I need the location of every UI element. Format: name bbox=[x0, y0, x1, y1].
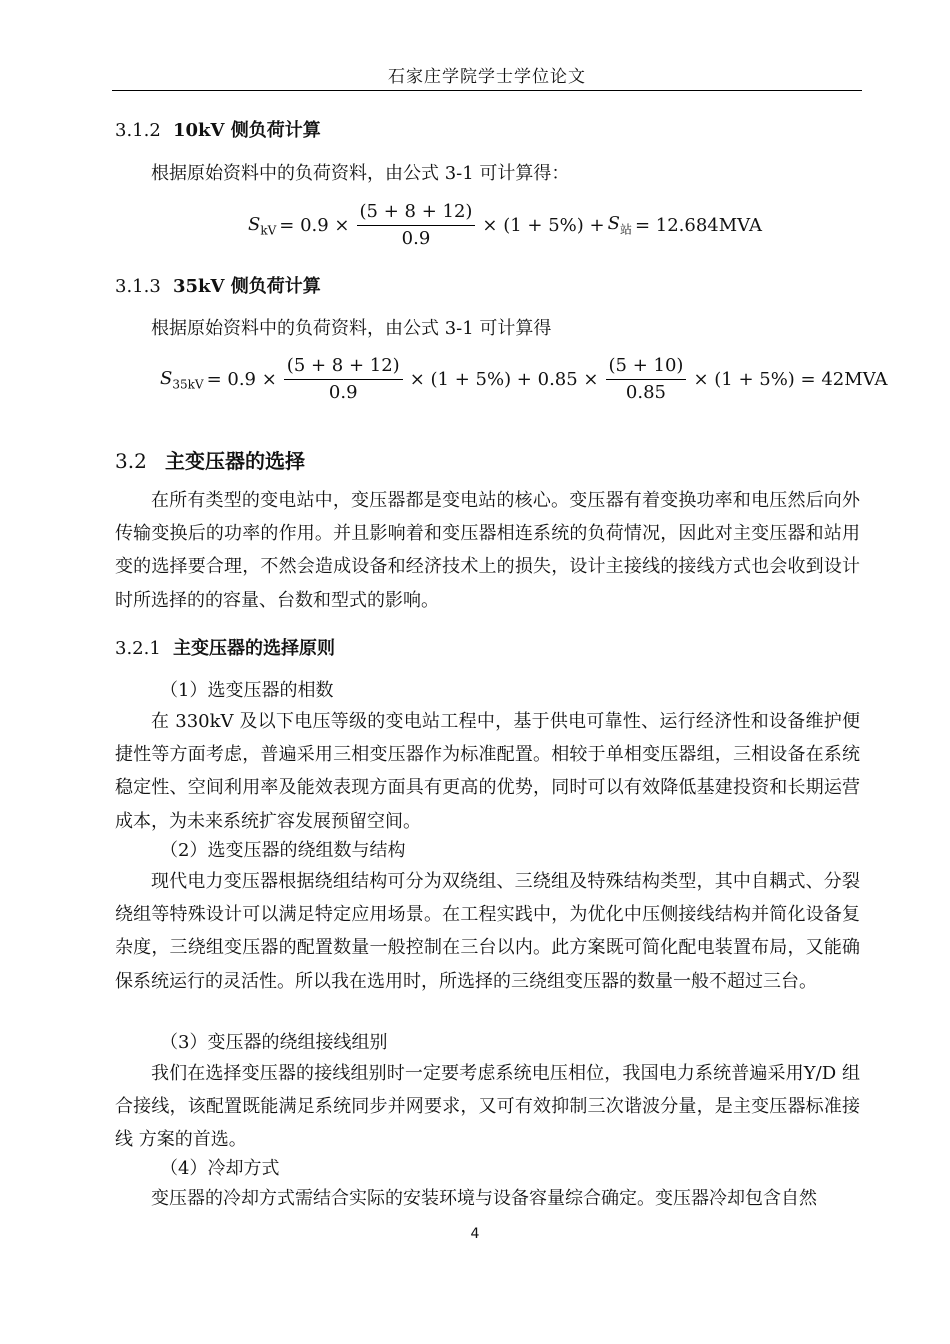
heading-title: 10kV 侧负荷计算 bbox=[173, 120, 321, 141]
heading-3-2 bbox=[115, 447, 305, 475]
heading-3-1-2 bbox=[115, 118, 321, 144]
formula-operator: = 0.9 × bbox=[206, 369, 277, 390]
formula-operator: = 0.9 × bbox=[279, 215, 350, 236]
fraction-denominator: 0.9 bbox=[328, 382, 358, 403]
heading-number: 3.1.3 bbox=[115, 276, 161, 297]
body-paragraph: 在所有类型的变电站中，变压器都是变电站的核心。变压器有着变换功率和电压然后向外传输变换后的功率的作用。并且影响着和变压器相连系统的负荷情况，因此对主变压器和站用变的选择要合理，不然会造成设备和经济技术上的损失，设计主接线的接线方式也会收到设计时所选择的的容量、台数和型式的影响。 bbox=[115, 490, 860, 611]
formula-term: × (1 + 5%) + bbox=[482, 215, 605, 236]
heading-number: 3.2.1 bbox=[115, 638, 161, 659]
item-heading: （2）选变压器的绕组数与结构 bbox=[160, 840, 406, 861]
formula-fraction bbox=[357, 201, 476, 250]
formula-variable: $S_站$ bbox=[607, 213, 632, 237]
intro-text: 根据原始资料中的负荷资料，由公式 3-1 可计算得： bbox=[151, 163, 570, 184]
fraction-numerator: (5 + 8 + 12) bbox=[284, 355, 403, 380]
intro-text: 根据原始资料中的负荷资料，由公式 3-1 可计算得 bbox=[151, 318, 552, 339]
item-heading: （4）冷却方式 bbox=[160, 1158, 280, 1179]
heading-number: 3.1.2 bbox=[115, 120, 161, 141]
formula-variable: $S_{35kV}$ bbox=[160, 367, 204, 392]
formula-term: × (1 + 5%) + 0.85 × bbox=[409, 369, 599, 390]
body-paragraph: 我们在选择变压器的接线组别时一定要考虑系统电压相位，我国电力系统普遍采用Y/D 组合接线，该配置既能满足系统同步并网要求，又可有效抑制三次谐波分量，是主变压器标准接线 方案的首选。 bbox=[115, 1063, 860, 1151]
formula-result: × (1 + 5%) = 42MVA bbox=[693, 369, 888, 390]
formula-result: = 12.684MVA bbox=[634, 215, 762, 236]
heading-title: 主变压器的选择 bbox=[165, 449, 305, 473]
heading-title: 主变压器的选择原则 bbox=[173, 638, 335, 659]
item-heading: （1）选变压器的相数 bbox=[160, 680, 334, 701]
fraction-numerator: (5 + 8 + 12) bbox=[357, 201, 476, 226]
heading-number: 3.2 bbox=[115, 449, 147, 473]
fraction-denominator: 0.85 bbox=[625, 382, 666, 403]
page-number: 4 bbox=[470, 1226, 480, 1242]
body-paragraph: 在 330kV 及以下电压等级的变电站工程中，基于供电可靠性、运行经济性和设备维护便捷性等方面考虑，普遍采用三相变压器作为标准配置。相较于单相变压器组，三相设备在系统稳定性、空间利用率及能效表现方面具有更高的优势，同时可以有效降低基建投资和长期运营成本，为未来系统扩容发展预留空间。 bbox=[115, 711, 860, 832]
heading-3-2-1 bbox=[115, 636, 335, 662]
item-heading: （3）变压器的绕组接线组别 bbox=[160, 1032, 388, 1053]
body-paragraph: 现代电力变压器根据绕组结构可分为双绕组、三绕组及特殊结构类型，其中自耦式、分裂绕组等特殊设计可以满足特定应用场景。在工程实践中，为优化中压侧接线结构并简化设备复杂度，三绕组变压器的配置数量一般控制在三台以内。此方案既可简化配电装置布局，又能确保系统运行的灵活性。所以我在选用时，所选择的三绕组变压器的数量一般不超过三台。 bbox=[115, 871, 860, 992]
formula-variable: $S_{kV}$ bbox=[248, 213, 277, 238]
running-header: 石家庄学院学士学位论文 bbox=[388, 67, 586, 87]
body-paragraph: 变压器的冷却方式需结合实际的安装环境与设备容量综合确定。变压器冷却包含自然 bbox=[151, 1188, 817, 1209]
fraction-denominator: 0.9 bbox=[401, 228, 431, 249]
formula-35kv bbox=[160, 355, 890, 404]
formula-10kv bbox=[248, 201, 765, 250]
fraction-numerator: (5 + 10) bbox=[606, 355, 687, 380]
header-rule bbox=[112, 90, 862, 91]
heading-title: 35kV 侧负荷计算 bbox=[173, 276, 321, 297]
heading-3-1-3 bbox=[115, 274, 321, 300]
formula-fraction bbox=[606, 355, 687, 404]
formula-fraction bbox=[284, 355, 403, 404]
